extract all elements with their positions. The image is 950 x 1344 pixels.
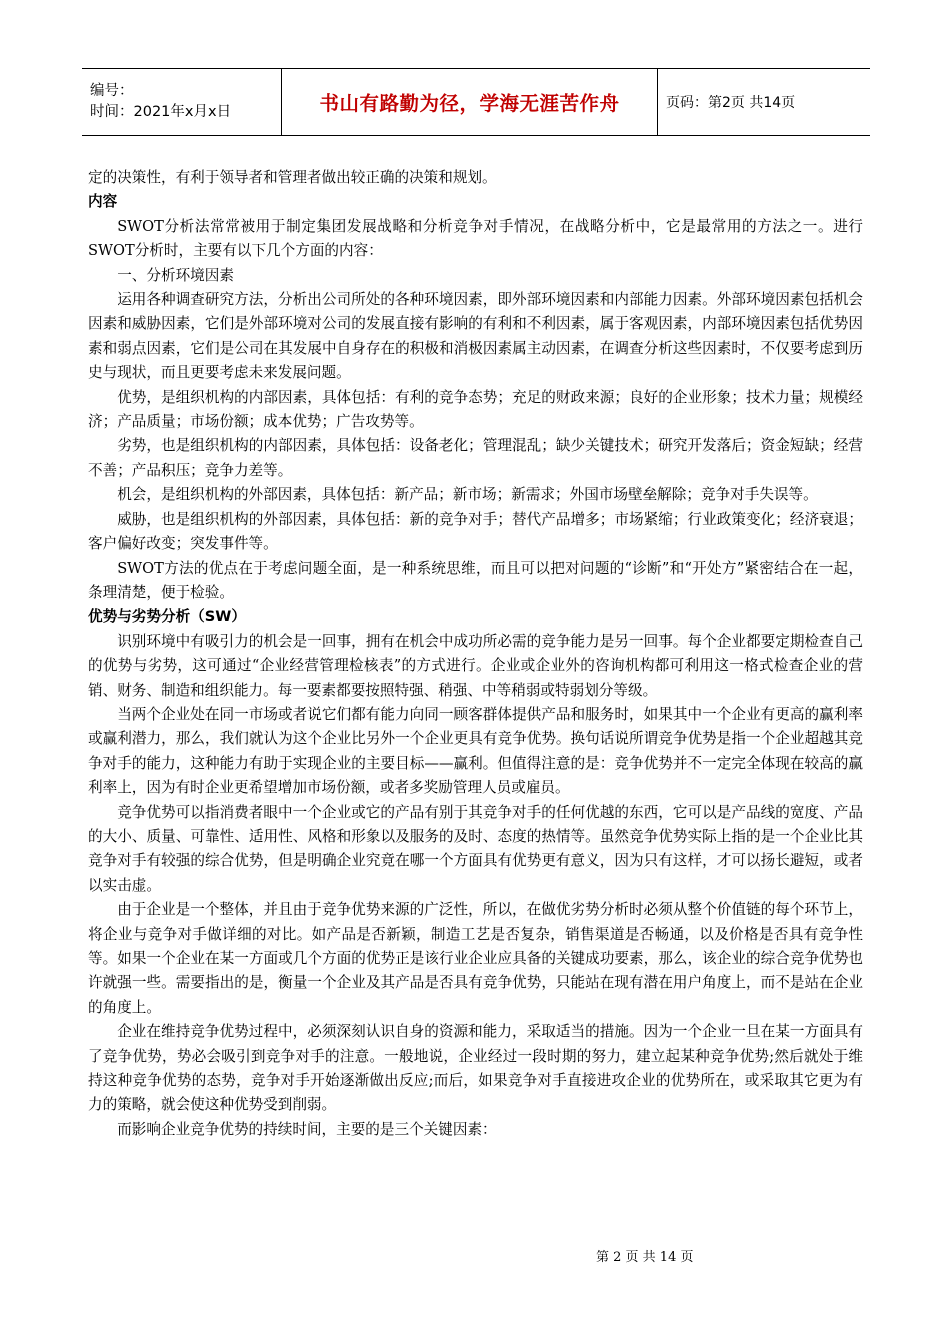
body-paragraph: 定的决策性，有利于领导者和管理者做出较正确的决策和规划。 [88, 169, 497, 186]
body-paragraph: 识别环境中有吸引力的机会是一回事，拥有在机会中成功所必需的竞争能力是另一回事。每个企业都要定期检查自己的优势与劣势，这可通过“企业经营管理检核表”的方式进行。企业或企业外的咨询机构都可利用这一格式检查企业的营销、财务、制造和组织能力。每一要素都要按照特强、稍强、中等稍弱或特弱划分等级。 [88, 632, 863, 699]
page-number-info: 页码：第2页 共14页 [666, 95, 796, 111]
page-header [82, 68, 870, 136]
header-meta [82, 69, 282, 135]
footer-page-number: 第 2 页 共 14 页 [596, 1250, 694, 1265]
body-paragraph: 由于企业是一个整体，并且由于竞争优势来源的广泛性，所以，在做优劣势分析时必须从整个价值链的每个环节上，将企业与竞争对手做详细的对比。如产品是否新颖，制造工艺是否复杂，销售渠道是否畅通，以及价格是否具有竞争性等。如果一个企业在某一方面或几个方面的优势正是该行业企业应具备的关键成功要素，那么，该企业的综合竞争优势也许就强一些。需要指出的是，衡量一个企业及其产品是否具有竞争优势，只能站在现有潜在用户角度上，而不是站在企业的角度上。 [88, 901, 863, 1016]
section-heading: 优势与劣势分析（SW） [88, 608, 246, 626]
header-page-cell [658, 69, 870, 135]
body-paragraph: 劣势，也是组织机构的内部因素，具体包括：设备老化；管理混乱；缺少关键技术；研究开发落后；资金短缺；经营不善；产品积压；竞争力差等。 [88, 437, 863, 479]
body-paragraph: SWOT方法的优点在于考虑问题全面，是一种系统思维，而且可以把对问题的“诊断”和“开处方”紧密结合在一起，条理清楚，便于检验。 [88, 559, 863, 601]
body-paragraph: 运用各种调查研究方法，分析出公司所处的各种环境因素，即外部环境因素和内部能力因素。外部环境因素包括机会因素和威胁因素，它们是外部环境对公司的发展直接有影响的有利和不利因素，属于客观因素，内部环境因素包括优势因素和弱点因素，它们是公司在其发展中自身存在的积极和消极因素属主动因素，在调查分析这些因素时，不仅要考虑到历史与现状，而且更要考虑未来发展问题。 [88, 291, 863, 382]
body-paragraph: 而影响企业竞争优势的持续时间，主要的是三个关键因素： [117, 1120, 497, 1138]
document-body [88, 166, 863, 1142]
motto-text: 书山有路勤为径，学海无涯苦作舟 [319, 92, 620, 115]
body-paragraph: 企业在维持竞争优势过程中，必须深刻认识自身的资源和能力，采取适当的措施。因为一个企业一旦在某一方面具有了竞争优势，势必会吸引到竞争对手的注意。一般地说，企业经过一段时期的努力，建立起某种竞争优势;然后就处于维持这种竞争优势的态势，竞争对手开始逐渐做出反应;而后，如果竞争对手直接进攻企业的优势所在，或采取其它更为有力的策略，就会使这种优势受到削弱。 [88, 1023, 863, 1114]
body-paragraph: 威胁，也是组织机构的外部因素，具体包括：新的竞争对手；替代产品增多；市场紧缩；行业政策变化；经济衰退；客户偏好改变；突发事件等。 [88, 510, 863, 553]
body-paragraph: SWOT分析法常常被用于制定集团发展战略和分析竞争对手情况，在战略分析中，它是最常用的方法之一。进行SWOT分析时，主要有以下几个方面的内容： [88, 217, 863, 260]
body-paragraph: 机会，是组织机构的外部因素，具体包括：新产品；新市场；新需求；外国市场壁垒解除；竞争对手失误等。 [117, 486, 818, 504]
section-heading: 内容 [88, 193, 118, 211]
body-paragraph: 一、分析环境因素 [117, 266, 234, 284]
document-time-label: 时间：2021年x月x日 [90, 104, 232, 120]
page-footer [596, 1246, 796, 1265]
body-paragraph: 优势，是组织机构的内部因素，具体包括：有利的竞争态势；充足的财政来源；良好的企业形象；技术力量；规模经济；产品质量；市场份额；成本优势；广告攻势等。 [88, 388, 863, 431]
document-number-label: 编号： [90, 83, 134, 99]
header-motto-cell [282, 69, 658, 135]
body-paragraph: 竞争优势可以指消费者眼中一个企业或它的产品有别于其竞争对手的任何优越的东西，它可以是产品线的宽度、产品的大小、质量、可靠性、适用性、风格和形象以及服务的及时、态度的热情等。虽然竞争优势实际上指的是一个企业比其竞争对手有较强的综合优势，但是明确企业究竟在哪一个方面具有优势更有意义，因为只有这样，才可以扬长避短，或者以实击虚。 [88, 803, 863, 894]
body-paragraph: 当两个企业处在同一市场或者说它们都有能力向同一顾客群体提供产品和服务时，如果其中一个企业有更高的赢利率或赢利潜力，那么，我们就认为这个企业比另外一个企业更具有竞争优势。换句话说所谓竞争优势是指一个企业超越其竞争对手的能力，这种能力有助于实现企业的主要目标——赢利。但值得注意的是：竞争优势并不一定完全体现在较高的赢利率上，因为有时企业更希望增加市场份额，或者多奖励管理人员或雇员。 [88, 705, 863, 797]
